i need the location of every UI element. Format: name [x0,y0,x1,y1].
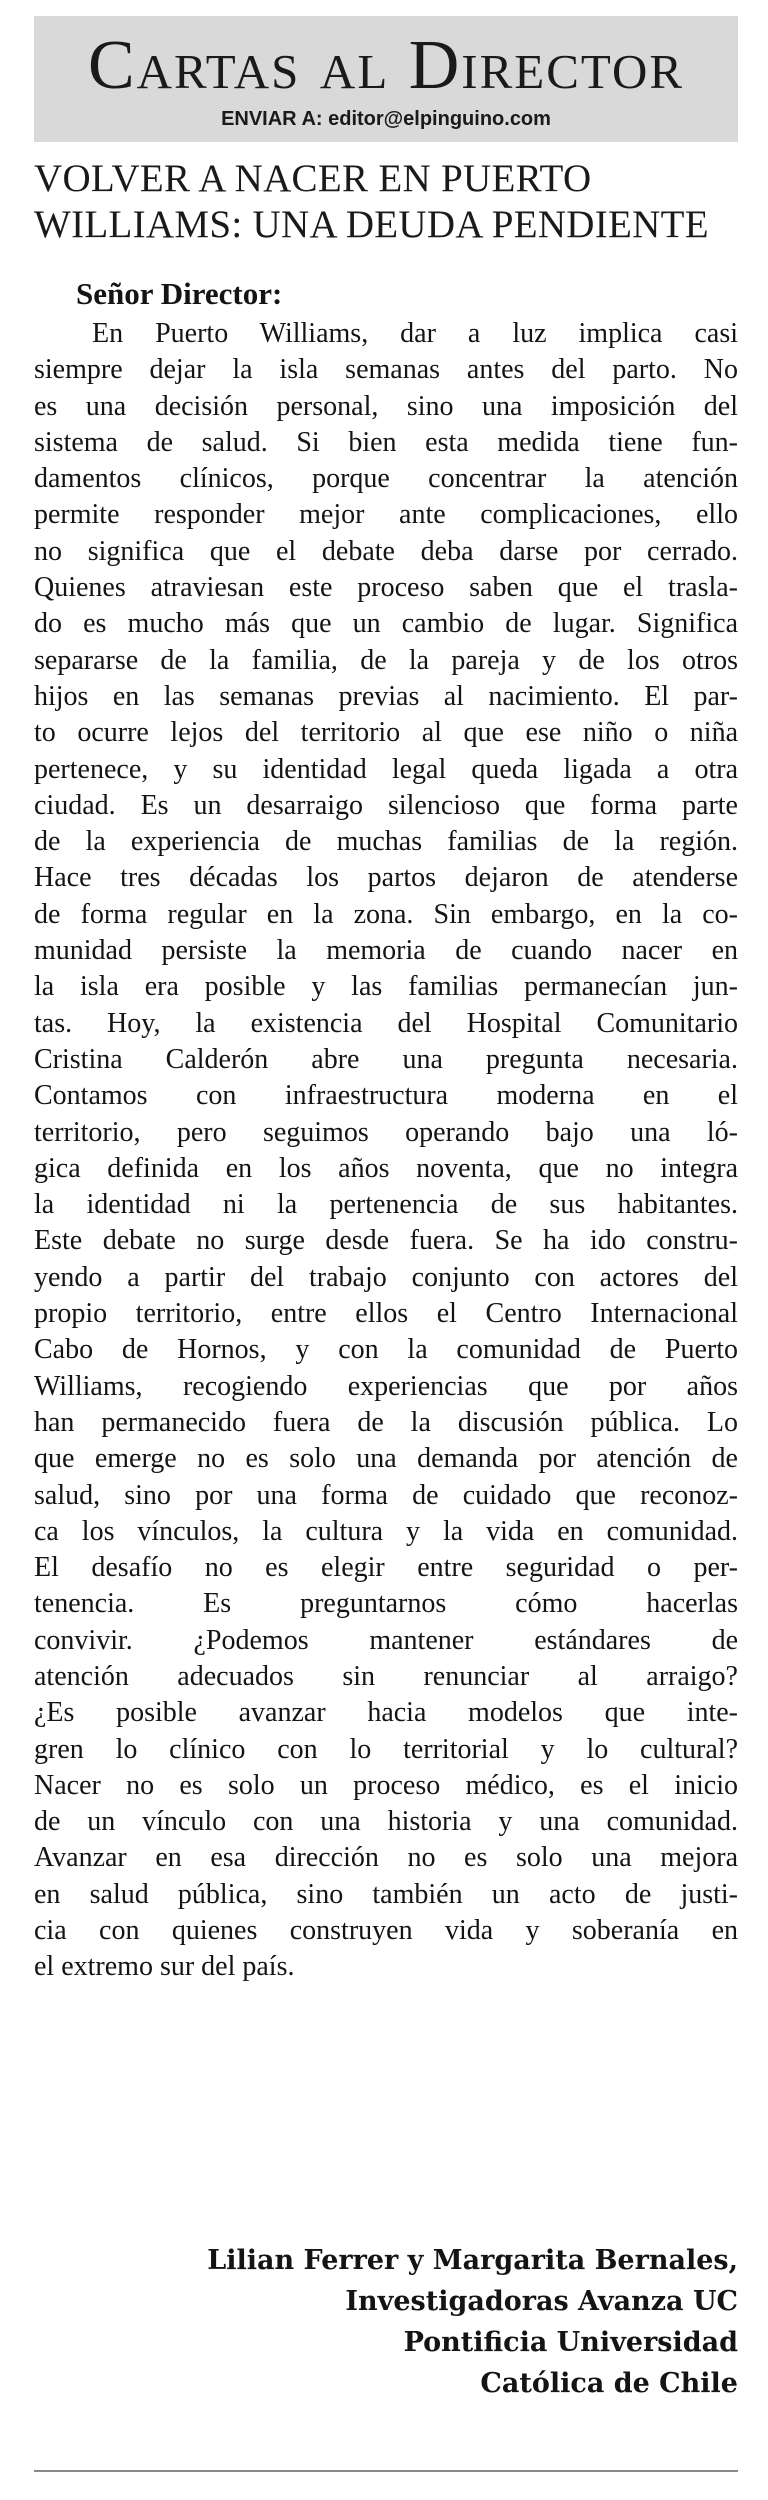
body-line: siempre dejar la isla semanas antes del parto. No [34,354,738,386]
body-line: pertenece, y su identidad legal queda ligada a otra [34,753,738,785]
section-masthead [34,16,738,142]
body-line: atención adecuados sin renunciar al arraigo? [34,1660,738,1692]
body-line: que emerge no es solo una demanda por atención de [34,1443,738,1475]
section-title: Cartas al Director [87,27,685,104]
body-line: separarse de la familia, de la pareja y de los otros [34,644,738,676]
body-line: Cabo de Hornos, y con la comunidad de Puerto [34,1334,738,1366]
body-line: ciudad. Es un desarraigo silencioso que forma parte [34,789,738,821]
body-line: munidad persiste la memoria de cuando nacer en [34,935,738,967]
body-line: Nacer no es solo un proceso médico, es el inicio [34,1769,738,1801]
body-line: hijos en las semanas previas al nacimiento. El par- [34,680,738,712]
body-line: permite responder mejor ante complicaciones, ello [34,499,738,531]
body-line: yendo a partir del trabajo conjunto con actores del [34,1261,738,1293]
body-line: En Puerto Williams, dar a luz implica casi [92,318,738,349]
body-line: tas. Hoy, la existencia del Hospital Comunitario [34,1007,738,1039]
body-line: propio territorio, entre ellos el Centro Internacional [34,1298,738,1330]
body-line: ¿Es posible avanzar hacia modelos que inte- [34,1697,738,1729]
signature-line: Investigadoras Avanza UC [345,2286,738,2317]
body-line: do es mucho más que un cambio de lugar. Significa [34,608,738,640]
body-line: convivir. ¿Podemos mantener estándares de [34,1624,738,1656]
letter-headline [34,156,738,248]
body-line: de forma regular en la zona. Sin embargo, en la co- [34,898,738,930]
body-line: Cristina Calderón abre una pregunta necesaria. [34,1043,738,1075]
headline-line: VOLVER A NACER EN PUERTO [34,157,592,200]
signature-line: Católica de Chile [480,2368,738,2399]
body-line: Quienes atraviesan este proceso saben que el trasla- [34,572,738,604]
letter-salutation: Señor Director: [76,276,283,311]
body-line: ca los vínculos, la cultura y la vida en comunidad. [34,1515,738,1547]
body-line: la isla era posible y las familias permanecían jun- [34,971,738,1003]
letter-body [34,316,738,1986]
body-line: el extremo sur del país. [34,1951,295,1983]
body-line: Contamos con infraestructura moderna en el [34,1080,738,1112]
signature-line: Pontificia Universidad [403,2327,738,2358]
signature-line: Lilian Ferrer y Margarita Bernales, [207,2245,738,2276]
body-line: Este debate no surge desde fuera. Se ha ido constru- [34,1225,738,1257]
body-line: Hace tres décadas los partos dejaron de atenderse [34,862,738,894]
body-line: sistema de salud. Si bien esta medida tiene fun- [34,426,738,458]
body-line: salud, sino por una forma de cuidado que reconoz- [34,1479,738,1511]
body-line: de la experiencia de muchas familias de la región. [34,826,738,858]
body-line: El desafío no es elegir entre seguridad o per- [34,1552,738,1584]
body-line: Williams, recogiendo experiencias que por años [34,1370,738,1402]
body-line: damentos clínicos, porque concentrar la atención [34,463,738,495]
body-line: cia con quienes construyen vida y soberanía en [34,1915,738,1947]
headline-line: WILLIAMS: UNA DEUDA PENDIENTE [34,203,709,246]
body-line: es una decisión personal, sino una imposición del [34,390,738,422]
body-line: gica definida en los años noventa, que no integra [34,1152,738,1184]
bottom-divider [34,2470,738,2472]
submission-email: ENVIAR A: editor@elpinguino.com [221,108,551,130]
body-line: to ocurre lejos del territorio al que ese niño o niña [34,717,738,749]
letter-signature [34,2240,738,2404]
body-line: en salud pública, sino también un acto de justi- [34,1878,738,1910]
body-line: han permanecido fuera de la discusión pública. Lo [34,1406,738,1438]
body-line: Avanzar en esa dirección no es solo una mejora [34,1842,738,1874]
body-line: gren lo clínico con lo territorial y lo cultural? [34,1733,738,1765]
body-line: de un vínculo con una historia y una comunidad. [34,1806,738,1838]
body-line: la identidad ni la pertenencia de sus habitantes. [34,1189,738,1221]
body-line: territorio, pero seguimos operando bajo una ló- [34,1116,738,1148]
body-line: no significa que el debate deba darse por cerrado. [34,535,738,567]
body-line: tenencia. Es preguntarnos cómo hacerlas [34,1588,738,1620]
